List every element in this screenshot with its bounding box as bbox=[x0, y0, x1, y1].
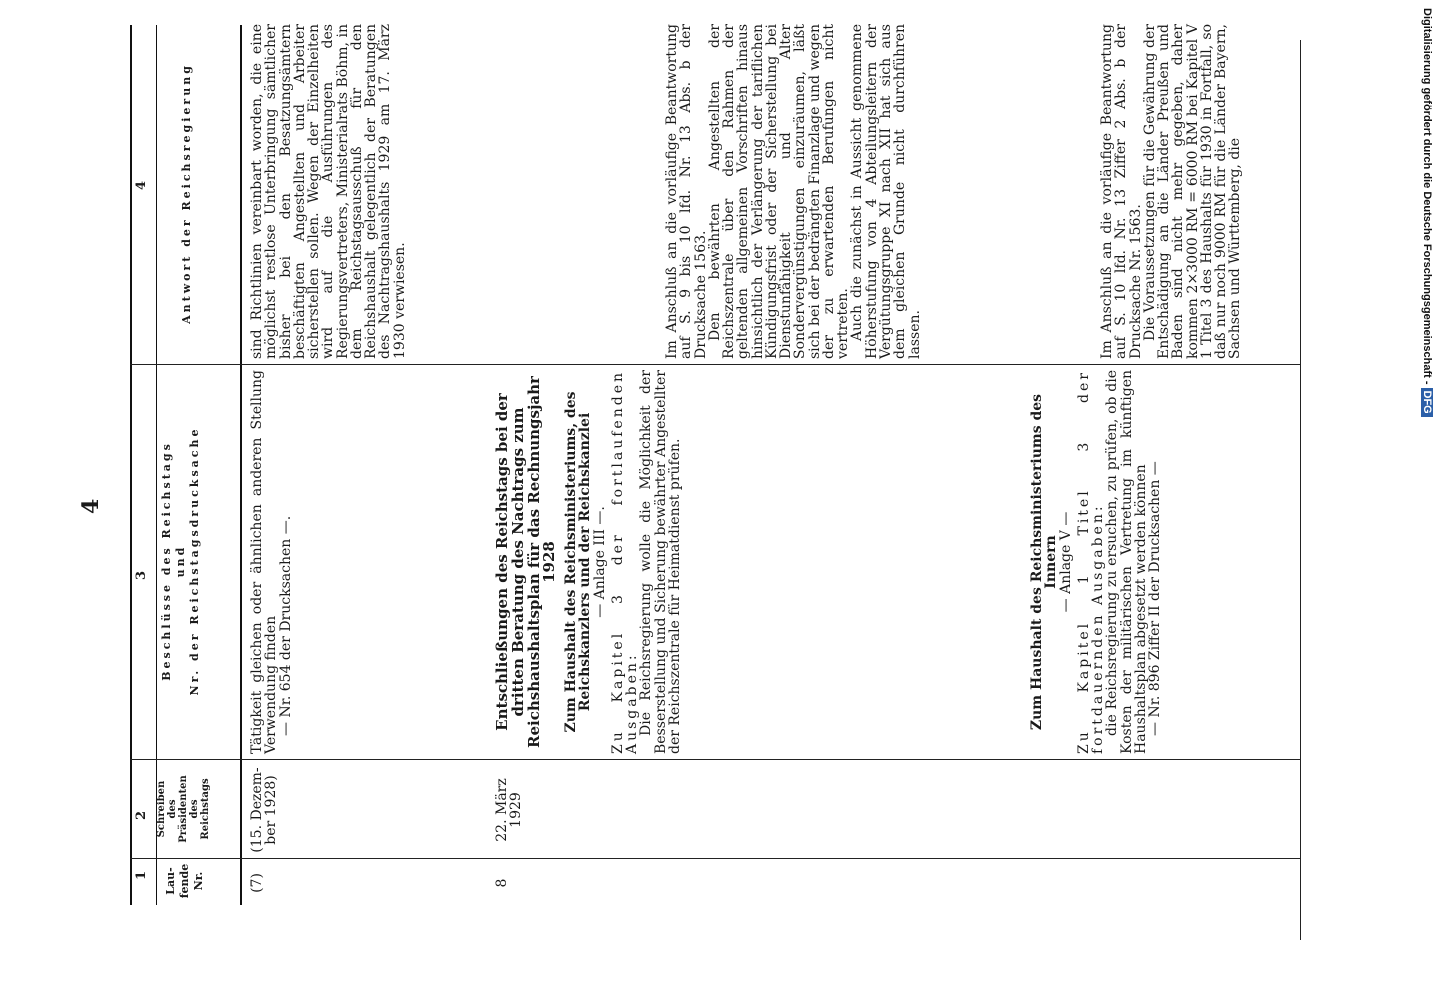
row-8-beschluss-kapitel: Zu Kapitel 3 der fortlaufenden Ausgaben: bbox=[609, 370, 641, 754]
dfg-attribution bbox=[1403, 0, 1433, 1000]
row-8b-beschluss-ref: — Nr. 896 Ziffer II der Drucksachen — bbox=[1147, 461, 1164, 736]
header-laufende-nr: Lau- fende Nr. bbox=[164, 863, 205, 899]
dfg-logo: DFG bbox=[1421, 388, 1433, 417]
row-8-beschluss-title: Entschließungen des Reichstags bei der dritten Beratung des Nachtrags zum Reichshaushaltsplan für das Rechnungsjahr 1928 bbox=[493, 376, 559, 748]
row-8-antwort-p1: Im Anschluß an die vorläufige Beantwortung auf S. 9 bis 10 lfd. Nr. 13 Abs. b der Drucksache 1563. bbox=[664, 24, 709, 359]
row-8b-beschluss bbox=[1030, 370, 1162, 754]
bottom-rule bbox=[1300, 40, 1301, 940]
row-8-number: 8 bbox=[494, 878, 510, 888]
header-beschluesse-line2: und bbox=[173, 544, 187, 578]
row-8-antwort-p3: Auch die zunächst in Aussicht genommene Höherstufung von 4 Abteilungsleitern der Vergütungsgruppe XI nach XII hat sich aus dem gleichen Grunde nicht durchführen lassen. bbox=[849, 24, 923, 359]
col-number-4: 4 bbox=[134, 180, 149, 190]
col-number-1: 1 bbox=[134, 870, 149, 880]
row-7-number: (7) bbox=[249, 873, 265, 893]
row-8b-antwort bbox=[1100, 24, 1243, 359]
header-beschluesse-line1: Beschlüsse des Reichstags bbox=[160, 441, 173, 681]
row-7-date: (15. Dezem- ber 1928) bbox=[249, 767, 280, 853]
row-8b-beschluss-kapitel: Zu Kapitel 1 Titel 3 der fortdauernden Ausgaben: bbox=[1075, 370, 1107, 754]
dfg-attribution-text: Digitalisierung gefördert durch die Deutsche Forschungsgemeinschaft - bbox=[1421, 8, 1433, 385]
column-rule-1 bbox=[130, 858, 1300, 859]
row-7-beschluss-text: Tätigkeit gleichen oder ähnlichen anderen Stellung Verwendung finden bbox=[249, 370, 280, 754]
row-7-antwort: sind Richtlinien vereinbart worden, die eine möglichst restlose Unterbringung sämtlicher bisher bei den Besatzungsämtern beschäftigten Angestellten und Arbeiter sicherstellen sollen. Wegen der Einzelheiten wird auf die Ausführungen des Regierungsvertreters, Ministerialrats Böhm, in dem Reichstagsausschuß für den Reichshaushalt gelegentlich der Beratungen des Nachtragshaushalts 1929 am 17. März 1930 verwiesen. bbox=[249, 24, 408, 359]
row-8b-antwort-p1: Im Anschluß an die vorläufige Beantwortung auf S. 10 lfd. Nr. 13 Ziffer 2 Abs. b der Drucksache Nr. 1563. bbox=[1099, 24, 1144, 359]
header-beschluesse-line3: Nr. der Reichstagsdrucksache bbox=[187, 426, 201, 696]
header-schreiben: Schreiben des Präsidenten des Reichstags bbox=[156, 775, 211, 843]
row-8-beschluss bbox=[495, 370, 682, 754]
row-8-antwort bbox=[665, 24, 922, 359]
page-number: 4 bbox=[78, 498, 104, 514]
column-rule-2 bbox=[130, 759, 1300, 760]
row-8-antwort-p2: Den bewährten Angestellten der Reichszentrale über den Rahmen der geltenden allgemeinen Vorschriften hinaus hinsichtlich der Verlängerung der tariflichen Kündigungsfrist oder der Sicherstellung bei Dienstunfähigkeit und Alter Sondervergünstigungen einzuräumen, läßt sich bei der bedrängten Finanzlage und wegen der zu erwartenden Berufungen nicht vertreten. bbox=[706, 24, 852, 359]
column-rule-3 bbox=[130, 364, 1300, 365]
column-number-row bbox=[130, 25, 157, 905]
header-beschluesse bbox=[160, 366, 201, 756]
col-number-2: 2 bbox=[134, 810, 149, 820]
row-8b-beschluss-anlage: — Anlage V — bbox=[1057, 511, 1074, 613]
row-7-beschluss bbox=[250, 370, 293, 754]
row-8b-beschluss-text: die Reichsregierung zu ersuchen, zu prüfen, ob die Kosten der militärischen Vertretung im künftigen Haushaltsplan abgesetzt werden können bbox=[1104, 370, 1149, 754]
row-8-beschluss-text: Die Reichsregierung wolle die Möglichkeit der Besserstellung und Sicherung bewährter Angestellter der Reichszentrale für Heimatdienst prüfen. bbox=[638, 370, 683, 754]
header-rule bbox=[240, 25, 242, 905]
row-8b-antwort-p2: Die Voraussetzungen für die Gewährung der Entschädigung an die Länder Preußen und Baden sind nicht mehr gegeben, daher kommen 2×3000 RM = 6000 RM bei Kapitel V 1 Titel 3 des Haushalts für 1930 in Fortfall, so daß nur noch 9000 RM für die Länder Bayern, Sachsen und Württemberg, die bbox=[1141, 24, 1244, 359]
row-8-beschluss-anlage: — Anlage III —. bbox=[591, 506, 608, 618]
row-8b-beschluss-title: Zum Haushalt des Reichsministeriums des Innern bbox=[1029, 393, 1060, 731]
row-8-date: 22. März 1929 bbox=[494, 778, 525, 842]
header-antwort: Antwort der Reichsregierung bbox=[180, 63, 193, 324]
row-7-beschluss-ref: — Nr. 654 der Drucksachen —. bbox=[277, 515, 294, 736]
col-number-3: 3 bbox=[134, 570, 149, 580]
row-8-beschluss-sub: Zum Haushalt des Reichsministeriums, des Reichskanzlers und der Reichskanzlei bbox=[563, 391, 594, 733]
